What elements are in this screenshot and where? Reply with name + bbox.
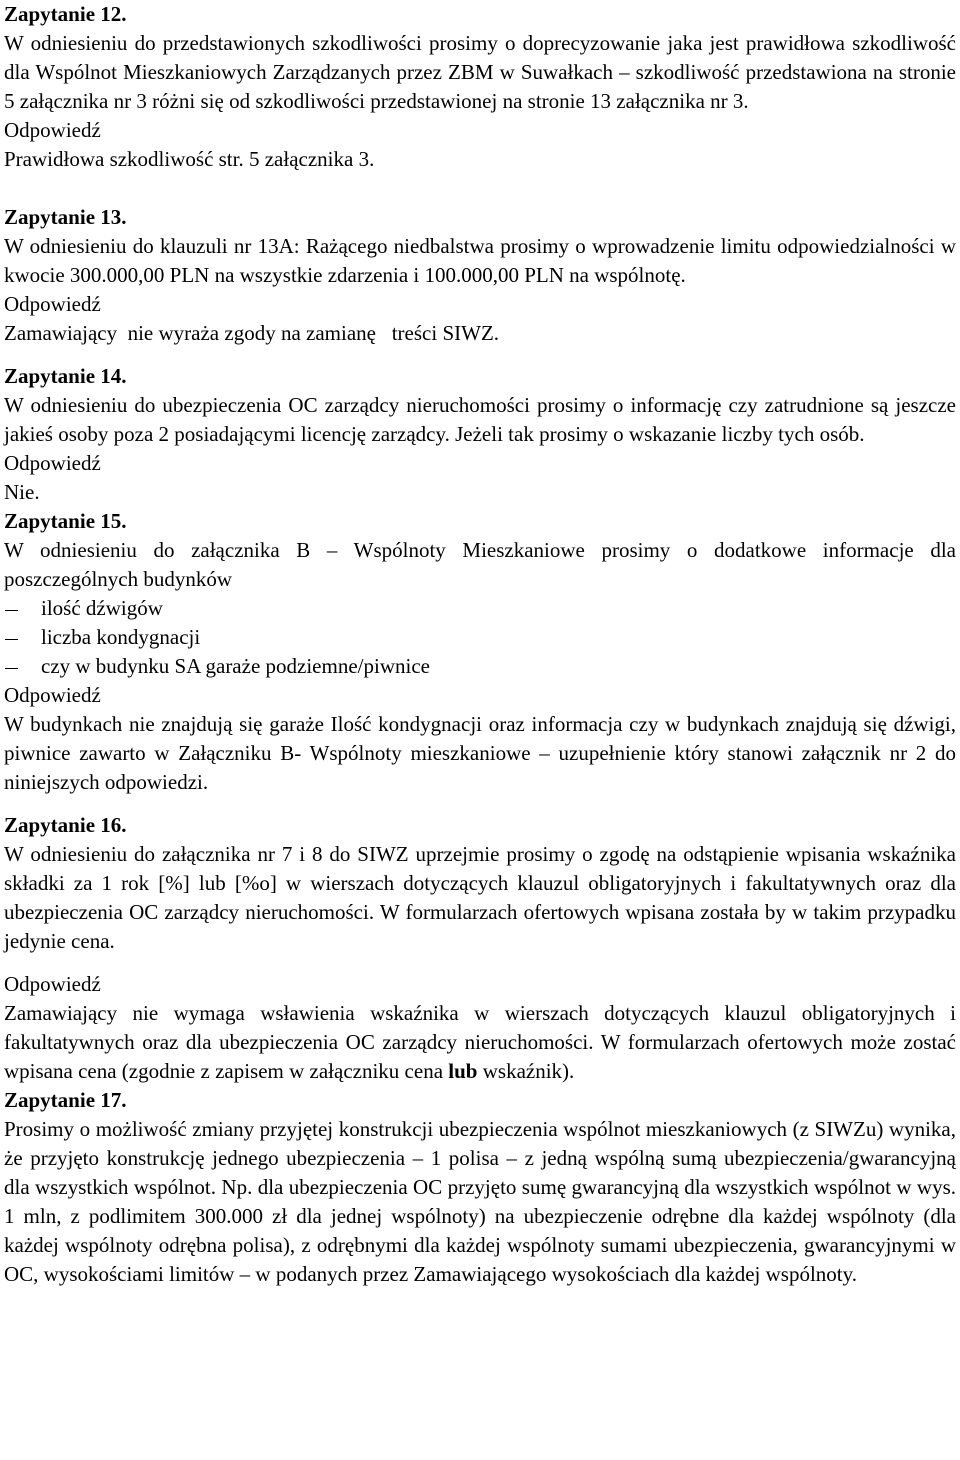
answer-label: Odpowiedź <box>4 683 101 707</box>
answer-text: Zamawiający nie wyraża zgody na zamianę treści SIWZ. <box>4 321 500 345</box>
question-text: W odniesieniu do przedstawionych szkodliwości prosimy o doprecyzowanie jaka jest prawidłowa szkodliwość dla Wspólnot Mieszkaniowych Zarządzanych przez ZBM w Suwałkach – szkodliwość przedstawiona na stronie 5 załącznika nr 3 różni się od szkodliwości przedstawionej na stronie 13 załącznika nr 3. <box>4 31 956 113</box>
question-title: Zapytanie 12. <box>4 2 127 26</box>
answer-text <box>4 999 956 1086</box>
question-title: Zapytanie 13. <box>4 205 127 229</box>
answer-text-part: wskaźnik). <box>477 1059 575 1083</box>
question-13 <box>4 203 956 348</box>
question-15 <box>4 507 956 797</box>
spacer <box>4 174 956 203</box>
list-item: czy w budynku SA garaże podziemne/piwnice <box>4 652 956 681</box>
spacer <box>4 956 956 970</box>
answer-label: Odpowiedź <box>4 972 101 996</box>
question-text: W odniesieniu do załącznika nr 7 i 8 do SIWZ uprzejmie prosimy o zgodę na odstąpienie wpisania wskaźnika składki za 1 rok [%] lub [%o] w wierszach dotyczących klauzul obligatoryjnych i fakultatywnych oraz dla ubezpieczenia OC zarządcy nieruchomości. W formularzach ofertowych wpisana została by w takim przypadku jedynie cena. <box>4 842 956 953</box>
answer-text: W budynkach nie znajdują się garaże Ilość kondygnacji oraz informacja czy w budynkach znajdują się dźwigi, piwnice zawarto w Załączniku B- Wspólnoty mieszkaniowe – uzupełnienie który stanowi załącznik nr 2 do niniejszych odpowiedzi. <box>4 712 956 794</box>
answer-label: Odpowiedź <box>4 292 101 316</box>
answer-label: Odpowiedź <box>4 451 101 475</box>
question-text: W odniesieniu do ubezpieczenia OC zarządcy nieruchomości prosimy o informację czy zatrudnione są jeszcze jakieś osoby poza 2 posiadającymi licencję zarządcy. Jeżeli tak prosimy o wskazanie liczby tych osób. <box>4 393 956 446</box>
question-title: Zapytanie 15. <box>4 509 127 533</box>
answer-label: Odpowiedź <box>4 118 101 142</box>
list-item: ilość dźwigów <box>4 594 956 623</box>
question-12 <box>4 0 956 174</box>
question-text: Prosimy o możliwość zmiany przyjętej konstrukcji ubezpieczenia wspólnot mieszkaniowych (z SIWZu) wynika, że przyjęto konstrukcję jednego ubezpieczenia – 1 polisa – z jedną wspólną sumą ubezpieczenia/gwarancyjną dla wszystkich wspólnot. Np. dla ubezpieczenia OC przyjęto sumę gwarancyjną dla wszystkich wspólnot w wys. 1 mln, z podlimitem 300.000 zł dla jednej wspólnoty) na ubezpieczenie odrębne dla każdej wspólnoty (dla każdej wspólnoty odrębna polisa), z odrębnymi dla każdej wspólnoty sumami ubezpieczenia, gwarancyjnymi w OC, wysokościami limitów – w podanych przez Zamawiającego wysokościach dla każdej wspólnoty. <box>4 1117 956 1286</box>
question-title: Zapytanie 17. <box>4 1088 127 1112</box>
question-text: W odniesieniu do klauzuli nr 13A: Rażącego niedbalstwa prosimy o wprowadzenie limitu odpowiedzialności w kwocie 300.000,00 PLN na wszystkie zdarzenia i 100.000,00 PLN na wspólnotę. <box>4 234 956 287</box>
answer-text: Nie. <box>4 480 40 504</box>
spacer <box>4 348 956 362</box>
question-title: Zapytanie 14. <box>4 364 127 388</box>
list-item: liczba kondygnacji <box>4 623 956 652</box>
question-title: Zapytanie 16. <box>4 813 127 837</box>
answer-bold-word: lub <box>448 1059 478 1083</box>
answer-text: Prawidłowa szkodliwość str. 5 załącznika 3. <box>4 147 375 171</box>
question-17 <box>4 1086 956 1289</box>
question-text: W odniesieniu do załącznika B – Wspólnoty Mieszkaniowe prosimy o dodatkowe informacje dla poszczególnych budynków <box>4 538 956 591</box>
question-16 <box>4 811 956 1086</box>
answer-text-part: Zamawiający nie wymaga wsławienia wskaźnika w wierszach dotyczących klauzul obligatoryjnych i fakultatywnych oraz dla ubezpieczenia OC zarządcy nieruchomości. W formularzach ofertowych może zostać wpisana cena (zgodnie z zapisem w załączniku cena <box>4 1001 956 1083</box>
spacer <box>4 797 956 811</box>
question-14 <box>4 362 956 507</box>
info-list <box>4 594 956 681</box>
